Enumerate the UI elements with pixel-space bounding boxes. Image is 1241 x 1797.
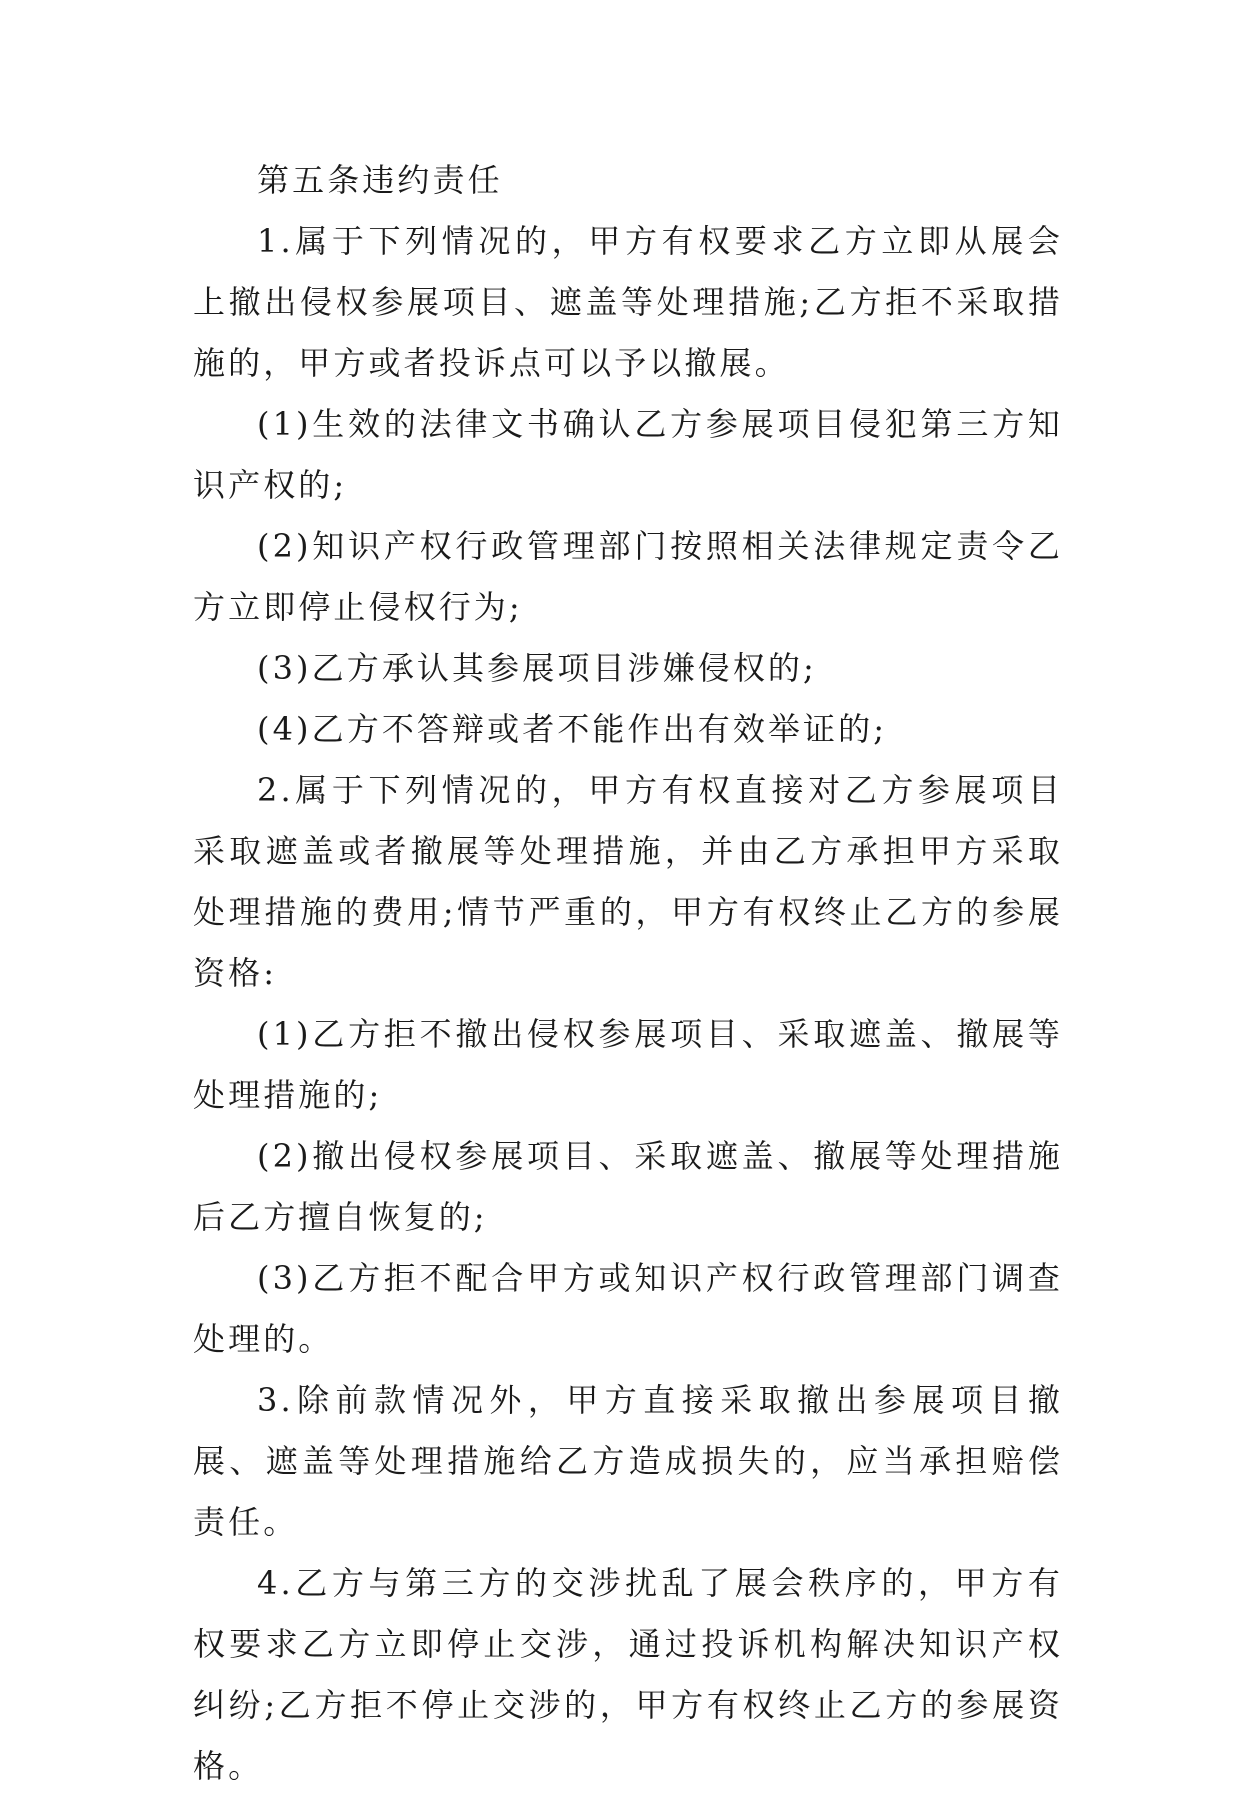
section-heading: 第五条违约责任 xyxy=(257,161,503,199)
clause-1-item-1: (1)生效的法律文书确认乙方参展项目侵犯第三方知识产权的; xyxy=(193,405,1063,504)
clause-4: 4.乙方与第三方的交涉扰乱了展会秩序的，甲方有权要求乙方立即停止交涉，通过投诉机构解决知识产权纠纷;乙方拒不停止交涉的，甲方有权终止乙方的参展资格。 xyxy=(193,1564,1063,1785)
clause-1-item-3: (3)乙方承认其参展项目涉嫌侵权的; xyxy=(257,649,817,687)
clause-2-item-3: (3)乙方拒不配合甲方或知识产权行政管理部门调查处理的。 xyxy=(193,1259,1063,1358)
clause-2-item-2: (2)撤出侵权参展项目、采取遮盖、撤展等处理措施后乙方擅自恢复的; xyxy=(193,1137,1063,1236)
clause-2-item-1: (1)乙方拒不撤出侵权参展项目、采取遮盖、撤展等处理措施的; xyxy=(193,1015,1063,1114)
clause-1-item-2: (2)知识产权行政管理部门按照相关法律规定责令乙方立即停止侵权行为; xyxy=(193,527,1063,626)
document-body xyxy=(193,150,1063,1797)
clause-3: 3.除前款情况外，甲方直接采取撤出参展项目撤展、遮盖等处理措施给乙方造成损失的，应当承担赔偿责任。 xyxy=(193,1381,1063,1541)
clause-1-item-4: (4)乙方不答辩或者不能作出有效举证的; xyxy=(257,710,888,748)
clause-1: 1.属于下列情况的，甲方有权要求乙方立即从展会上撤出侵权参展项目、遮盖等处理措施;乙方拒不采取措施的，甲方或者投诉点可以予以撤展。 xyxy=(193,222,1063,382)
clause-2: 2.属于下列情况的，甲方有权直接对乙方参展项目采取遮盖或者撤展等处理措施，并由乙方承担甲方采取处理措施的费用;情节严重的，甲方有权终止乙方的参展资格: xyxy=(193,771,1063,992)
